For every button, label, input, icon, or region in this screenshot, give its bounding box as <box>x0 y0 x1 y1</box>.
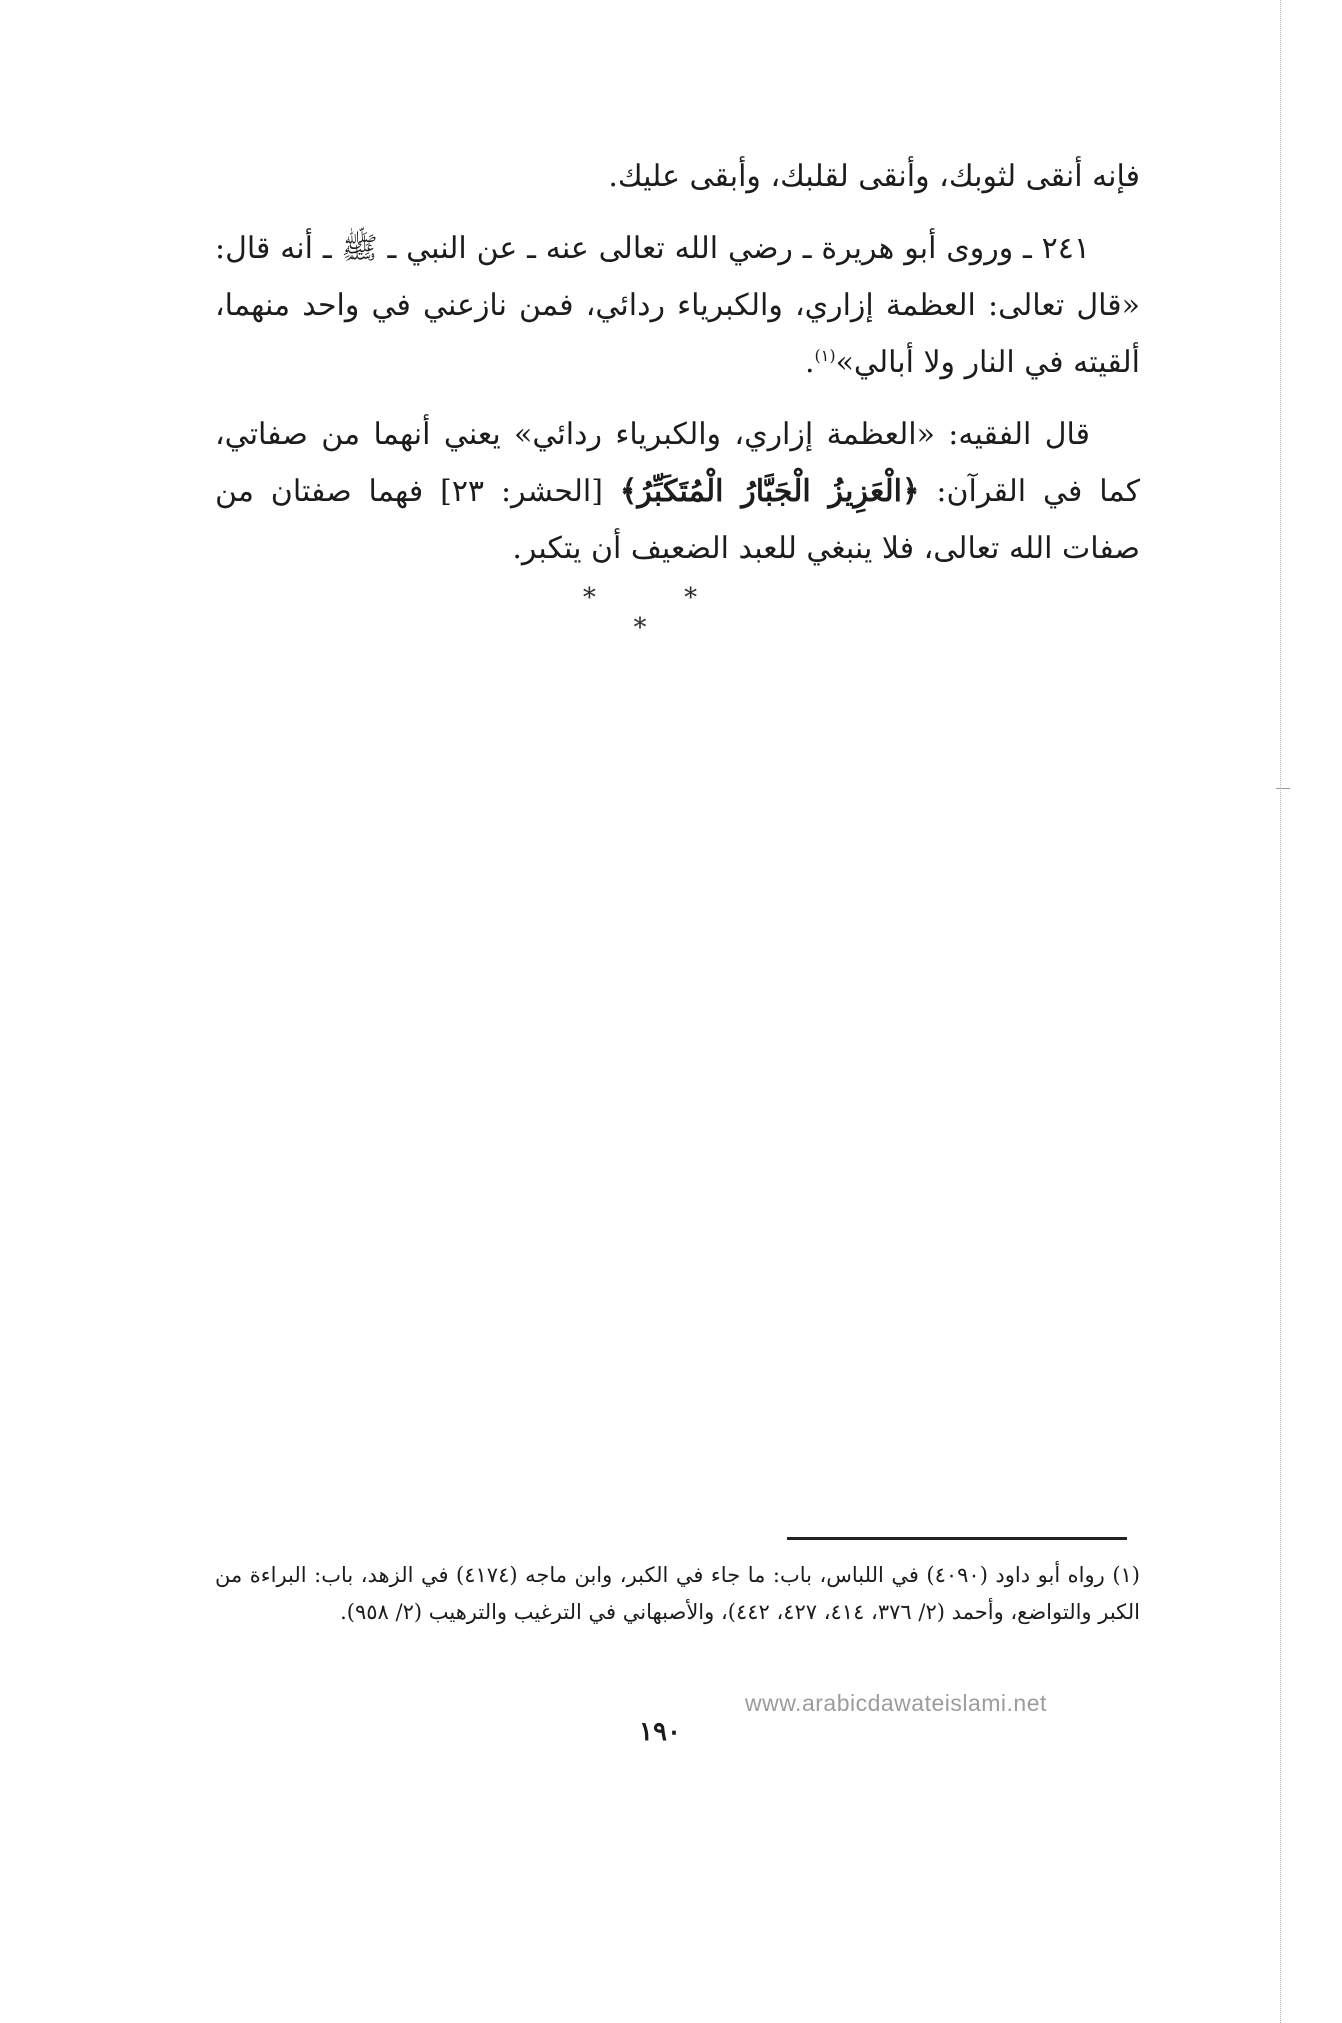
paragraph-hadith-241 <box>215 220 1140 391</box>
hadith-end-punct: . <box>804 345 815 380</box>
main-text <box>215 148 1140 592</box>
section-separator: * * * <box>582 583 738 643</box>
page-number: ١٩٠ <box>639 1717 681 1747</box>
footnote-reference[interactable]: (١) <box>814 346 836 365</box>
commentary-text-cont: [الحشر: ٢٣] فهما صفتان من صفات الله تعالى، فلا ينبغي للعبد الضعيف أن يتكبر. <box>215 474 1140 566</box>
paragraph-continuation: فإنه أنقى لثوبك، وأنقى لقلبك، وأبقى عليك. <box>608 159 1140 194</box>
footnote-1: (١) رواه أبو داود (٤٠٩٠) في اللباس، باب: ما جاء في الكبر، وابن ماجه (٤١٧٤) في الزهد، باب: البراءة من الكبر والتواضع، وأحمد (٢/ ٣٧٦، ٤١٤، ٤٢٧، ٤٤٢)، والأصبهاني في الترغيب والترهيب (٢/ ٩٥٨). <box>215 1563 1140 1624</box>
watermark-url: www.arabicdawateislami.net <box>745 1690 1047 1716</box>
paragraph-faqih-commentary <box>215 406 1140 577</box>
footnote-divider <box>787 1537 1127 1540</box>
scan-tick-mark <box>1276 788 1290 789</box>
footnotes <box>215 1557 1140 1631</box>
scan-edge <box>1280 0 1281 2023</box>
hadith-text: ٢٤١ ـ وروى أبو هريرة ـ رضي الله تعالى عنه ـ عن النبي ـ ﷺ ـ أنه قال: «قال تعالى: العظمة إزاري، والكبرياء ردائي، فمن نازعني في واحد منهما، ألقيته في النار ولا أبالي» <box>215 231 1140 380</box>
quran-verse: ﴿الْعَزِيزُ الْجَبَّارُ الْمُتَكَبِّرُ﴾ <box>619 474 920 509</box>
commentary-text: قال الفقيه: «العظمة إزاري، والكبرياء ردائي» يعني أنهما من صفاتي، كما في القرآن: <box>215 417 1140 509</box>
